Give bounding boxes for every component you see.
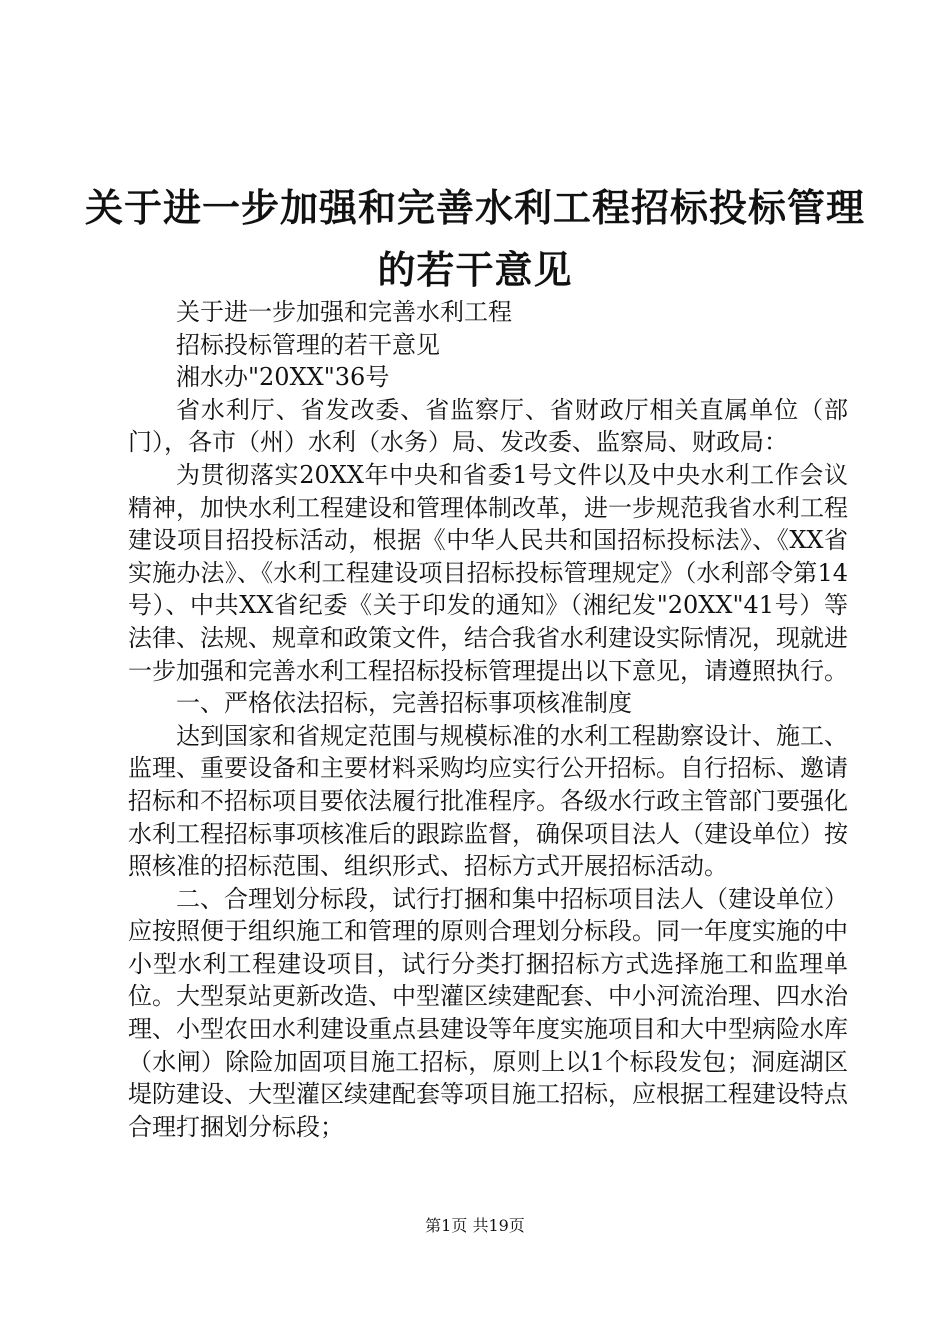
- section-heading: 一、严格依法招标，完善招标事项核准制度: [176, 689, 632, 718]
- page-footer: 第1页 共19页: [425, 1216, 525, 1235]
- document-title-line-2: 的若干意见: [377, 248, 573, 292]
- body-paragraph: 省水利厅、省发改委、省监察厅、省财政厅相关直属单位（部门），各市（州）水利（水务）局、发改委、监察局、财政局：: [128, 395, 848, 457]
- body-paragraph: 招标投标管理的若干意见: [176, 330, 440, 359]
- body-paragraph: 为贯彻落实20XX年中央和省委1号文件以及中央水利工作会议精神，加快水利工程建设和管理体制改革，进一步规范我省水利工程建设项目招投标活动，根据《中华人民共和国招标投标法》、《XX省实施办法》、《水利工程建设项目招标投标管理规定》（水利部令第14号）、中共XX省纪委《关于印发的通知》（湘纪发"20XX"41号）等法律、法规、规章和政策文件，结合我省水利建设实际情况，现就进一步加强和完善水利工程招标投标管理提出以下意见，请遵照执行。: [128, 460, 848, 685]
- document-body: [128, 296, 848, 1143]
- body-paragraph: 达到国家和省规定范围与规模标准的水利工程勘察设计、施工、监理、重要设备和主要材料采购均应实行公开招标。自行招标、邀请招标和不招标项目要依法履行批准程序。各级水行政主管部门要强化水利工程招标事项核准后的跟踪监督，确保项目法人（建设单位）按照核准的招标范围、组织形式、招标方式开展招标活动。: [128, 721, 848, 881]
- body-paragraph: 湘水办"20XX"36号: [176, 363, 390, 392]
- body-paragraph: 关于进一步加强和完善水利工程: [176, 298, 512, 326]
- document-title-line-1: 关于进一步加强和完善水利工程招标投标管理: [84, 186, 865, 230]
- body-paragraph: 二、合理划分标段，试行打捆和集中招标项目法人（建设单位）应按照便于组织施工和管理的原则合理划分标段。同一年度实施的中小型水利工程建设项目，试行分类打捆招标方式选择施工和监理单位。大型泵站更新改造、中型灌区续建配套、中小河流治理、四水治理、小型农田水利建设重点县建设等年度实施项目和大中型病险水库（水闸）除险加固项目施工招标，原则上以1个标段发包；洞庭湖区堤防建设、大型灌区续建配套等项目施工招标，应根据工程建设特点合理打捆划分标段；: [128, 884, 848, 1141]
